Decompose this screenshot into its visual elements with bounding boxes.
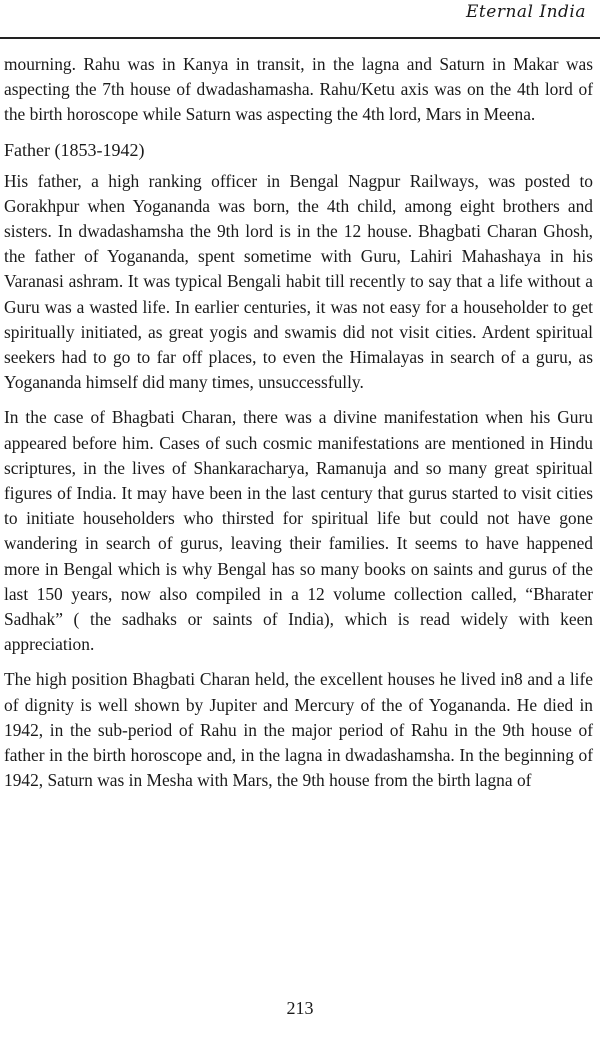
page-body	[4, 52, 593, 803]
header-rule	[0, 37, 600, 39]
page-number: 213	[286, 998, 314, 1018]
paragraph-2: His father, a high ranking officer in Bengal Nagpur Railways, was posted to Gorakhpur when Yogananda was born, the 4th child, among eight brothers and sisters. In dwadashamsha the 9th lord is in the 12 house. Bhagbati Charan Ghosh, the father of Yogananda, spent sometime with Guru, Lahiri Mahashaya in his Varanasi ashram. It was typical Bengali habit till recently to say that a life without a Guru was a wasted life. In earlier centuries, it was not easy for a householder to get spiritually initiated, as great yogis and swamis did not visit cities. Ardent spiritual seekers had to go to far off places, to even the Himalayas in search of a guru, as Yogananda himself did many times, unsuccessfully.	[4, 170, 593, 393]
paragraph-4: The high position Bhagbati Charan held, the excellent houses he lived in8 and a life of dignity is well shown by Jupiter and Mercury of the of Yogananda. He died in 1942, in the sub-period of Rahu in the major period of Rahu in the 9th house of father in the birth horoscope and, in the lagna in dwadashamsha. In the beginning of 1942, Saturn was in Mesha with Mars, the 9th house from the birth lagna of	[4, 669, 593, 791]
section-heading-father: Father (1853-1942)	[4, 139, 145, 160]
paragraph-3: In the case of Bhagbati Charan, there was a divine manifestation when his Guru appeared before him. Cases of such cosmic manifestations are mentioned in Hindu scriptures, in the lives of Shankaracharya, Ramanuja and so many great spiritual figures of India. It may have been in the last century that gurus started to visit cities to initiate householders who thirsted for spiritual life but could not have gone wandering in search of gurus, leaving their families. It seems to have happened more in Bengal which is why Bengal has so many books on saints and gurus of the last 150 years, now also compiled in a 12 volume collection called, “Bharater Sadhak” ( the sadhaks or saints of India), which is read widely with keen appreciation.	[4, 407, 593, 655]
running-head-title: Eternal India	[466, 2, 586, 22]
paragraph-1: mourning. Rahu was in Kanya in transit, in the lagna and Saturn in Makar was aspecting the 7th house of dwadashamasha. Rahu/Ketu axis was on the 4th lord of the birth horoscope while Saturn was aspecting the 4th lord, Mars in Meena.	[4, 54, 593, 125]
